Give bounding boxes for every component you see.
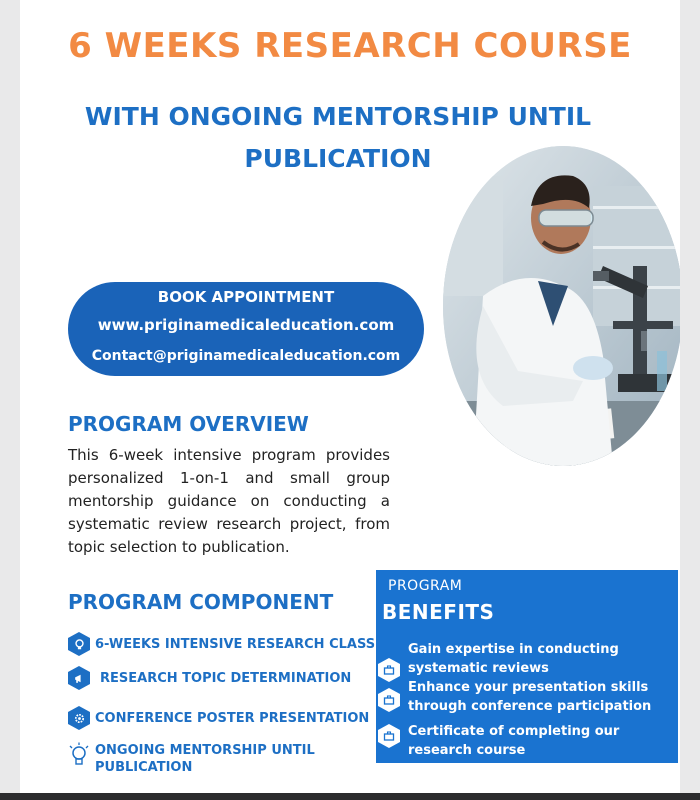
benefits-kicker: PROGRAM [388, 578, 463, 594]
benefit-line-2: systematic reviews [408, 661, 549, 676]
subtitle-line-2: PUBLICATION [244, 144, 432, 173]
book-appointment-pill[interactable] [68, 282, 424, 376]
component-item [68, 742, 315, 776]
lightbulb-icon [68, 632, 90, 656]
overview-heading: PROGRAM OVERVIEW [68, 412, 309, 436]
benefit-line-1: Gain expertise in conducting [408, 642, 619, 657]
bottom-frame-bar [0, 793, 700, 800]
benefit-text [408, 722, 674, 760]
megaphone-icon [68, 666, 90, 690]
benefit-line-1: Enhance your presentation skills [408, 680, 649, 695]
component-label: CONFERENCE POSTER PRESENTATION [95, 710, 370, 726]
gear-icon [68, 706, 90, 730]
benefit-text [408, 640, 674, 678]
website-link[interactable]: www.priginamedicaleducation.com [97, 316, 395, 334]
component-item [68, 632, 375, 656]
benefit-text [408, 678, 674, 716]
idea-bulb-icon [68, 742, 90, 772]
benefit-line-2: through conference participation [408, 699, 652, 714]
email-link[interactable]: Contact@priginamedicaleducation.com [91, 348, 401, 364]
benefit-line-1: Certificate of completing our [408, 724, 620, 739]
lab-scientist-photo [443, 146, 680, 466]
benefits-heading: BENEFITS [382, 600, 495, 624]
component-label: 6-WEEKS INTENSIVE RESEARCH CLASS [95, 636, 376, 652]
component-label: RESEARCH TOPIC DETERMINATION [100, 670, 352, 686]
page-title: 6 WEEKS RESEARCH COURSE [68, 26, 632, 66]
briefcase-icon [378, 688, 400, 712]
benefit-line-2: research course [408, 743, 526, 758]
subtitle-line-1: WITH ONGOING MENTORSHIP UNTIL [84, 102, 592, 131]
benefits-panel [376, 570, 678, 763]
overview-body: This 6-week intensive program provides personalized 1-on-1 and small group mentorship guidance on conducting a systematic review research project, from topic selection to publication. [68, 446, 390, 556]
component-label [95, 742, 315, 776]
component-item [68, 706, 369, 730]
component-label-line-1: ONGOING MENTORSHIP UNTIL [95, 743, 315, 758]
component-heading: PROGRAM COMPONENT [68, 590, 334, 614]
component-item [68, 666, 351, 690]
flyer [20, 0, 680, 800]
briefcase-icon [378, 658, 400, 682]
briefcase-icon [378, 724, 400, 748]
component-label-line-2: PUBLICATION [95, 760, 193, 775]
book-appointment-label: BOOK APPOINTMENT [157, 288, 335, 306]
